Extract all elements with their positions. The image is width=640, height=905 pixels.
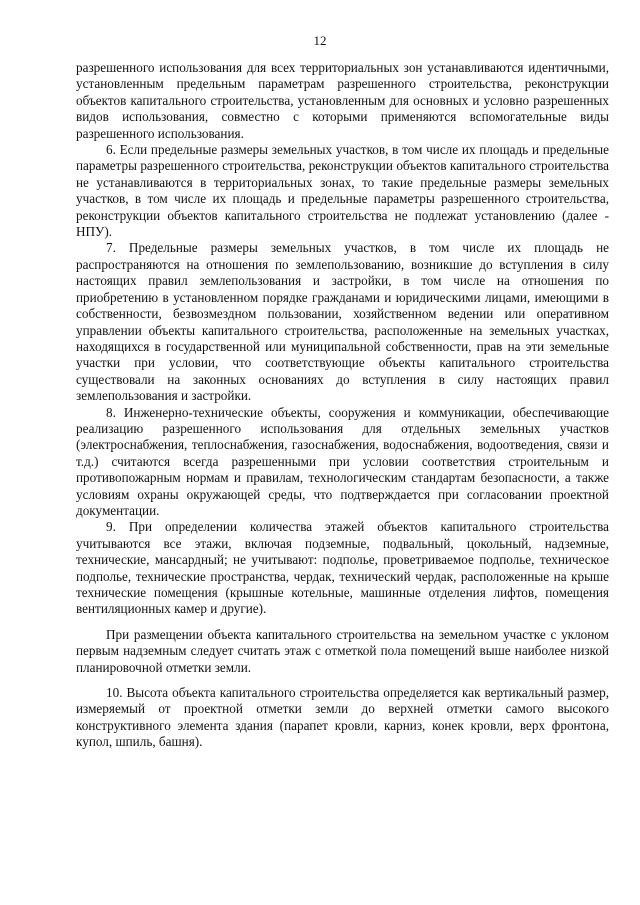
document-body xyxy=(76,60,609,751)
paragraph-spacer xyxy=(76,618,609,627)
paragraph-item-9: 9. При определении количества этажей объектов капитального строительства учитываются все этажи, включая подземные, подвальный, цокольный, надземные, технические, мансардный; не учитывают: подполье, проветриваемое подполье, техническое подполье, технические пространства, чердак, технический чердак, расположенные на крыше технические помещения (крышные котельные, машинные отделения лифтов, помещения вентиляционных камер и другие). xyxy=(76,519,609,617)
paragraph-item-10: 10. Высота объекта капитального строительства определяется как вертикальный размер, измеряемый от проектной отметки земли до верхней отметки самого высокого конструктивного элемента здания (парапет кровли, карниз, конек кровли, верх фронтона, купол, шпиль, башня). xyxy=(76,685,609,750)
paragraph-spacer xyxy=(76,676,609,685)
paragraph-item-6: 6. Если предельные размеры земельных участков, в том числе их площадь и предельные параметры разрешенного строительства, реконструкции объектов капитального строительства не устанавливаются в территориальных зонах, то такие предельные размеры земельных участков, в том числе их площадь и предельные параметры разрешенного строительства, реконструкции объектов капитального строительства не подлежат установлению (далее - НПУ). xyxy=(76,142,609,240)
paragraph-item-8: 8. Инженерно-технические объекты, сооружения и коммуникации, обеспечивающие реализацию разрешенного использования для отдельных земельных участков (электроснабжения, теплоснабжения, газоснабжения, водоснабжения, водоотведения, связи и т.д.) считаются всегда разрешенными при условии соответствия строительным и противопожарным нормам и правилам, технологическим стандартам безопасности, а также условиям охраны окружающей среды, что подтверждается при согласовании проектной документации. xyxy=(76,404,609,518)
paragraph-continuation: разрешенного использования для всех территориальных зон устанавливаются идентичными, установленным предельным параметрам разрешенного строительства, реконструкции объектов капитального строительства, установленным для основных и условно разрешенных видов использования, совместно с которыми применяются вспомогательные виды разрешенного использования. xyxy=(76,60,609,141)
paragraph-item-7: 7. Предельные размеры земельных участков, в том числе их площадь не распространяются на отношения по землепользованию, возникшие до вступления в силу настоящих правил землепользования и застройки, в том числе на отношения по приобретению в установленном порядке гражданами и юридическими лицами, имеющими в собственности, безвозмездном пользовании, хозяйственном ведении или оперативном управлении объекты капитального строительства, расположенные на земельных участках, находящихся в государственной или муниципальной собственности, прав на эти земельные участки при условии, что соответствующие объекты капитального строительства существовали на законных основаниях до вступления в силу настоящих правил землепользования и застройки. xyxy=(76,240,609,404)
paragraph-item-9-note: При размещении объекта капитального строительства на земельном участке с уклоном первым надземным следует считать этаж с отметкой пола помещений выше наиболее низкой планировочной отметки земли. xyxy=(76,626,609,675)
page-number: 12 xyxy=(313,33,327,48)
